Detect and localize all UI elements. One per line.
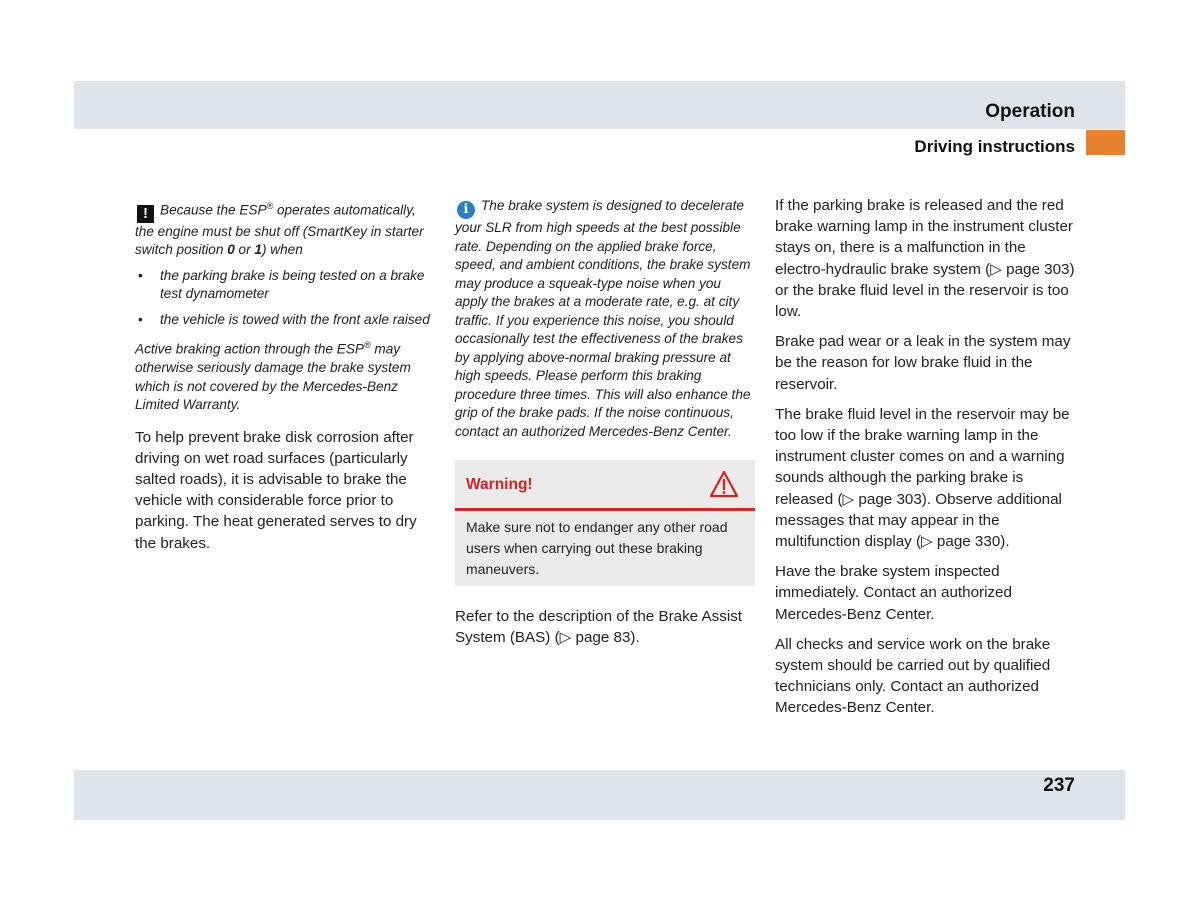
subsection-title: Driving instructions: [914, 137, 1075, 156]
list-item: • the vehicle is towed with the front axle raised: [138, 311, 430, 327]
warning-text: Make sure not to endanger any other road users when carrying out these braking maneuvers.: [466, 519, 728, 577]
corrosion-paragraph: To help prevent brake disk corrosion after driving on wet road surfaces (particularly salted roads), it is advisable to brake the vehicle with considerable force prior to parking. The heat generated serves to dry the brakes.: [135, 428, 417, 552]
section-title: Operation: [985, 101, 1075, 122]
column-left: [135, 197, 437, 563]
exclamation-icon: !: [137, 205, 154, 223]
paragraph: Brake pad wear or a leak in the system may be the reason for low brake fluid in the reservoir.: [775, 333, 1071, 393]
column-middle: [455, 197, 755, 657]
esp-warranty-text: Active braking action through the ESP® may otherwise seriously damage the brake system which is not covered by the Mercedes-Benz Limited Warranty.: [135, 340, 411, 413]
warning-box: [455, 460, 755, 586]
paragraph: The brake fluid level in the reservoir may be too low if the brake warning lamp in the instrument cluster comes on and a warning sounds although the parking brake is released (▷ page 303). Observe additional messages that may appear in the multifunction display (▷ page 330).: [775, 405, 1070, 551]
header-band: [74, 81, 1125, 129]
page-number: 237: [1043, 775, 1075, 796]
warning-header: [455, 460, 755, 511]
esp-note-text: ! Because the ESP® operates automatically, the engine must be shut off (SmartKey in starter switch position 0 or 1) when: [135, 201, 424, 258]
paragraph: All checks and service work on the brake system should be carried out by qualified technicians only. Contact an authorized Mercedes-Benz Center.: [775, 635, 1051, 717]
condition-list: [135, 267, 437, 330]
brake-noise-text: i The brake system is designed to decelerate your SLR from high speeds at the best possible rate. Depending on the applied brake force, speed, and ambient conditions, the brake system may produce a squeak-type noise when you apply the brakes at a moderate rate, e.g. at city traffic. If you experience this noise, you should occasionally test the effectiveness of the brakes by applying above-normal braking pressure at high speeds. Please perform this braking procedure three times. This will also enhance the grip of the brake pads. If the noise continuous, contact an authorized Mercedes-Benz Center.: [455, 198, 751, 439]
bas-reference-block: [455, 606, 755, 648]
paragraph: If the parking brake is released and the red brake warning lamp in the instrument cluster stays on, there is a malfunction in the electro-hydraulic brake system (▷ page 303) or the brake fluid level in the reservoir is too low.: [775, 197, 1075, 321]
warning-triangle-icon: [709, 470, 739, 498]
esp-note: [135, 197, 437, 415]
brake-fluid-section: [775, 195, 1080, 719]
bas-reference: Refer to the description of the Brake Assist System (BAS) (▷ page 83).: [455, 608, 743, 647]
footer-band: [74, 770, 1125, 820]
column-right: [775, 195, 1080, 728]
brake-noise-note: [455, 197, 755, 441]
list-item: • the parking brake is being tested on a brake test dynamometer: [138, 267, 425, 302]
corrosion-paragraph-block: [135, 427, 437, 554]
warning-label: Warning!: [466, 476, 533, 493]
paragraph: Have the brake system inspected immediately. Contact an authorized Mercedes-Benz Center.: [775, 563, 1012, 623]
section-tab-marker: [1086, 130, 1125, 155]
info-icon: i: [457, 201, 475, 219]
